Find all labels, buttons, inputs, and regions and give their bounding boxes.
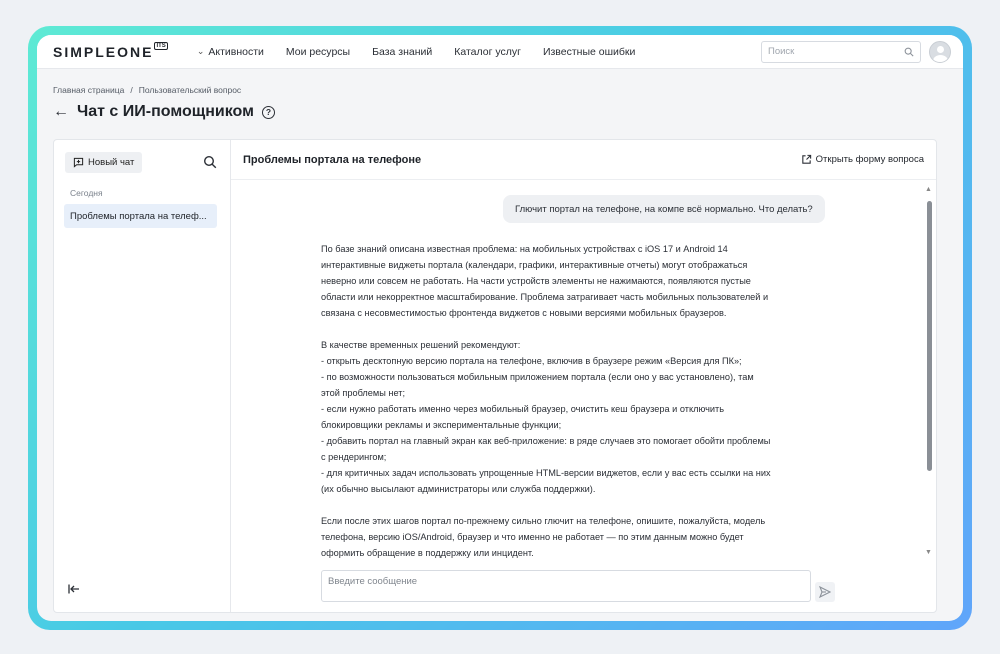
assistant-message-line: - для критичных задач использовать упрощенные HTML-версии виджетов, если у вас есть ссылки на них [321, 468, 771, 478]
chat-area [231, 140, 936, 612]
nav-item-label: Каталог услуг [454, 45, 521, 58]
assistant-message-line: с рендерингом; [321, 452, 387, 462]
new-chat-icon [73, 157, 84, 168]
device-frame [28, 26, 972, 630]
message-list[interactable] [231, 181, 924, 560]
breadcrumb-home[interactable]: Главная страница [53, 85, 125, 95]
avatar[interactable] [929, 41, 951, 63]
assistant-message-line: - если нужно работать именно через мобильный браузер, очистить кеш браузера и отключить [321, 404, 725, 414]
assistant-message-line: - добавить портал на главный экран как веб-приложение: в ряде случаев это помогает обойти проблемы [321, 436, 771, 446]
chat-sidebar [54, 140, 231, 612]
nav-item-label: Известные ошибки [542, 45, 636, 58]
nav-item-label: Активности [208, 45, 264, 58]
sidebar-search-icon[interactable] [203, 155, 217, 169]
chat-title: Проблемы портала на телефоне [243, 153, 422, 166]
open-question-form-link[interactable] [801, 154, 924, 165]
breadcrumb [53, 85, 241, 95]
assistant-message-line: Если после этих шагов портал по-прежнему сильно глючит на телефоне, опишите, пожалуйста, модель [321, 516, 766, 526]
search-icon[interactable] [904, 47, 914, 57]
assistant-message-line: В качестве временных решений рекомендуют: [321, 340, 521, 350]
logo[interactable] [53, 44, 168, 60]
logo-badge: ITS [156, 42, 166, 49]
assistant-message-line: неверно или совсем не работать. На части устройств элементы не нажимаются, появляются пустые [321, 276, 751, 286]
message-scrollbar[interactable] [924, 181, 934, 560]
send-icon [819, 586, 831, 598]
assistant-message [321, 241, 821, 560]
paragraph-gap [321, 321, 821, 337]
breadcrumb-current[interactable]: Пользовательский вопрос [138, 85, 242, 95]
chat-header [231, 140, 936, 180]
assistant-message-line: интерактивные виджеты портала (календари, графики, интерактивные отчеты) могут отображаться [321, 260, 748, 270]
external-link-icon [801, 154, 812, 165]
assistant-message-line: блокировщики рекламы и экспериментальные функции; [321, 420, 562, 430]
help-icon[interactable]: ? [262, 106, 275, 119]
chat-panel [53, 139, 937, 613]
scroll-up-arrow-icon[interactable]: ▲ [925, 186, 932, 193]
assistant-message-line: этой проблемы нет; [321, 388, 406, 398]
nav-item[interactable] [186, 46, 275, 58]
chevron-down-icon: ⌄ [196, 46, 205, 56]
scroll-down-arrow-icon[interactable]: ▼ [925, 549, 932, 556]
scrollbar-thumb[interactable] [927, 201, 932, 471]
collapse-sidebar-icon[interactable] [68, 583, 80, 597]
message-input[interactable] [321, 570, 811, 602]
chat-group-label: Сегодня [70, 188, 103, 198]
paragraph-gap [321, 497, 821, 513]
logo-text: SIMPLEONE [53, 43, 154, 60]
top-navigation-bar [37, 35, 963, 69]
breadcrumb-separator: / [130, 85, 133, 95]
assistant-message-line: - открыть десктопную версию портала на телефоне, включив в браузере режим «Версия для ПК»; [321, 356, 742, 366]
assistant-message-line: (их обычно высылают администраторы или служба поддержки). [321, 484, 596, 494]
assistant-message-line: оформить обращение в поддержку или инцидент. [321, 548, 534, 558]
new-chat-label: Новый чат [88, 157, 135, 168]
new-chat-button[interactable] [65, 152, 142, 173]
message-composer [231, 560, 936, 612]
nav-item[interactable] [361, 46, 443, 58]
back-arrow-icon[interactable]: ← [53, 103, 69, 120]
page-title: Чат с ИИ-помощником [77, 103, 254, 120]
nav-item[interactable] [532, 46, 646, 58]
nav-item-label: Мои ресурсы [285, 45, 351, 58]
open-form-label: Открыть форму вопроса [815, 154, 924, 165]
assistant-message-line: - по возможности пользоваться мобильным приложением портала (если оно у вас установлено), там [321, 372, 754, 382]
page-title-row [53, 103, 275, 121]
assistant-message-line: По базе знаний описана известная проблема: на мобильных устройствах с iOS 17 и Android 14 [321, 244, 728, 254]
nav-item-label: База знаний [372, 45, 433, 58]
global-search[interactable] [761, 41, 921, 63]
user-message-bubble: Глючит портал на телефоне, на компе всё нормально. Что делать? [503, 195, 825, 223]
app-screen [37, 35, 963, 621]
nav-item[interactable] [443, 46, 532, 58]
chat-list-item[interactable]: Проблемы портала на телеф... [64, 204, 217, 228]
main-nav [186, 46, 647, 58]
assistant-message-line: телефона, версию iOS/Android, браузер и что именно не работает — по этим данным можно будет [321, 532, 744, 542]
assistant-message-line: области или некорректное масштабирование. Проблема затрагивает часть мобильных пользователей и [321, 292, 769, 302]
assistant-message-line: связана с несовместимостью фронтенда виджетов с новыми версиями мобильных браузеров. [321, 308, 727, 318]
nav-item[interactable] [275, 46, 361, 58]
search-input[interactable] [768, 46, 904, 57]
send-button[interactable] [815, 582, 835, 602]
